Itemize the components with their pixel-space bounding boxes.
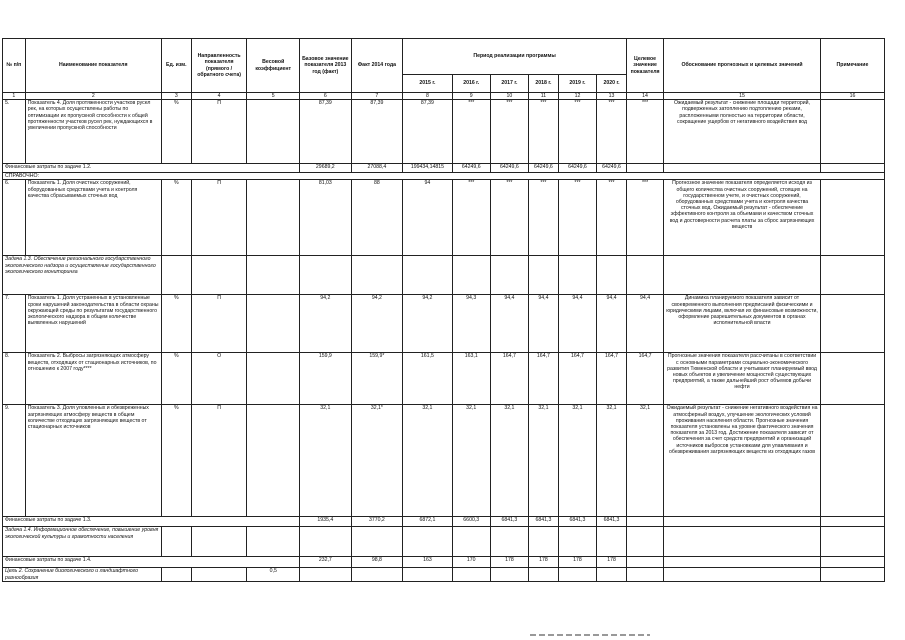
- target-value: 32,1: [627, 405, 664, 517]
- column-index: 11: [528, 93, 558, 100]
- target-value: 94,4: [627, 295, 664, 353]
- empty-cell: [191, 256, 247, 295]
- column-index: 1: [3, 93, 26, 100]
- empty-cell: [627, 256, 664, 295]
- empty-cell: [558, 568, 596, 582]
- indicator-row: [3, 405, 885, 517]
- year-value: 6841,3: [597, 517, 627, 527]
- indicator-row: [3, 180, 885, 256]
- year-header: 2015 г.: [403, 75, 453, 93]
- empty-cell: [597, 256, 627, 295]
- indicator-name: Показатель 2. Выбросы загрязняющих атмосферу веществ, отходящих от стационарных источников, по отношению к 2007 году****: [25, 353, 161, 405]
- empty-cell: [528, 568, 558, 582]
- target-value: [627, 517, 664, 527]
- indicator-row: [3, 100, 885, 164]
- unit-cell: %: [161, 295, 191, 353]
- year-value: 32,1: [597, 405, 627, 517]
- task-row: [3, 256, 885, 295]
- year-value: ***: [558, 100, 596, 164]
- justification-text: Динамика планируемого показателя зависит от своевременного выполнения предписаний физическими и юридическими лицами, включая их финансовые возможности, оформление разрешительных документов в органах исполнительной власти: [664, 295, 821, 353]
- unit-cell: %: [161, 405, 191, 517]
- empty-cell: [161, 527, 191, 557]
- year-value: 64249,6: [452, 164, 490, 173]
- empty-cell: [820, 527, 884, 557]
- col-no-header: № п/п: [3, 39, 26, 93]
- fin-row: [3, 557, 885, 568]
- empty-cell: [452, 256, 490, 295]
- year-value: 32,1: [558, 405, 596, 517]
- justification-text: [664, 557, 821, 568]
- empty-cell: [664, 256, 821, 295]
- justification-text: Прогнозные значения показателя рассчитаны в соответствии с основными параметрами социально-экономического развития Тюменской области и учитывают планируемый ввод новых объектов и увеличение мощностей существующих предприятий, а также дальнейший рост объемов добычи нефти: [664, 353, 821, 405]
- empty-cell: [247, 256, 300, 295]
- row-number: 6.: [3, 180, 26, 256]
- year-value: ***: [490, 100, 528, 164]
- empty-cell: [300, 256, 352, 295]
- empty-cell: [490, 527, 528, 557]
- empty-cell: [820, 568, 884, 582]
- empty-cell: [403, 527, 453, 557]
- column-index: 7: [351, 93, 403, 100]
- task-title: Задача 1.4. Информационное обеспечение, повышение уровня экологической культуры и грамотности населения: [3, 527, 162, 557]
- empty-cell: [452, 568, 490, 582]
- empty-cell: [558, 256, 596, 295]
- year-value: 32,1: [452, 405, 490, 517]
- empty-cell: [351, 527, 403, 557]
- column-index: 6: [300, 93, 352, 100]
- weight-cell: [247, 180, 300, 256]
- col-base-header: Базовое значение показателя 2013 год (факт): [300, 39, 352, 93]
- empty-cell: [191, 527, 247, 557]
- year-value: 6872,1: [403, 517, 453, 527]
- column-index: 16: [820, 93, 884, 100]
- goal-row: [3, 568, 885, 582]
- year-value: 163,1: [452, 353, 490, 405]
- weight-cell: [247, 100, 300, 164]
- year-header: 2017 г.: [490, 75, 528, 93]
- column-index-row: [3, 93, 885, 100]
- year-header: 2018 г.: [528, 75, 558, 93]
- financing-label: Финансовые затраты по задаче 1.4.: [3, 557, 300, 568]
- year-value: ***: [558, 180, 596, 256]
- row-number: 7.: [3, 295, 26, 353]
- note-cell: [820, 164, 884, 173]
- empty-cell: [300, 568, 352, 582]
- empty-cell: [490, 256, 528, 295]
- direction-cell: П: [191, 295, 247, 353]
- note-cell: [820, 405, 884, 517]
- weight-cell: 0,5: [247, 568, 300, 582]
- fin-row: [3, 517, 885, 527]
- year-value: 164,7: [597, 353, 627, 405]
- base-value: 232,7: [300, 557, 352, 568]
- empty-cell: [351, 256, 403, 295]
- weight-cell: [247, 405, 300, 517]
- column-index: 4: [191, 93, 247, 100]
- base-value: 94,2: [300, 295, 352, 353]
- year-value: 178: [490, 557, 528, 568]
- year-value: 163: [403, 557, 453, 568]
- year-value: 32,1: [528, 405, 558, 517]
- empty-cell: [351, 568, 403, 582]
- direction-cell: О: [191, 353, 247, 405]
- year-header: 2019 г.: [558, 75, 596, 93]
- column-index: 2: [25, 93, 161, 100]
- year-value: 87,39: [403, 100, 453, 164]
- empty-cell: [627, 527, 664, 557]
- year-value: ***: [597, 180, 627, 256]
- empty-cell: [627, 568, 664, 582]
- reference-label: СПРАВОЧНО:: [3, 173, 885, 180]
- empty-cell: [452, 527, 490, 557]
- year-value: ***: [597, 100, 627, 164]
- empty-cell: [558, 527, 596, 557]
- justification-text: [664, 164, 821, 173]
- col-direction-header: Направленность показателя (прямого / обратного счета): [191, 39, 247, 93]
- note-cell: [820, 295, 884, 353]
- empty-cell: [403, 256, 453, 295]
- empty-cell: [597, 527, 627, 557]
- empty-cell: [247, 527, 300, 557]
- weight-cell: [247, 353, 300, 405]
- fact-value: 88: [351, 180, 403, 256]
- year-value: 6600,3: [452, 517, 490, 527]
- year-value: 32,1: [490, 405, 528, 517]
- indicator-name: Показатель 4. Доля протяженности участков русел рек, на которых осуществлены работы по оптимизации их пропускной способности к общей протяженности участков русел рек, нуждающихся в увеличении пропускной способности: [25, 100, 161, 164]
- note-cell: [820, 100, 884, 164]
- column-index: 9: [452, 93, 490, 100]
- empty-cell: [597, 568, 627, 582]
- base-value: 81,03: [300, 180, 352, 256]
- goal-title: Цель 2. Сохранение биологического и ландшафтного разнообразия: [3, 568, 162, 582]
- column-index: 13: [597, 93, 627, 100]
- col-target-header: Целевое значение показателя: [627, 39, 664, 93]
- unit-cell: %: [161, 353, 191, 405]
- year-value: 64249,6: [597, 164, 627, 173]
- empty-cell: [490, 568, 528, 582]
- fact-value: 27088,4: [351, 164, 403, 173]
- unit-cell: %: [161, 100, 191, 164]
- column-index: 8: [403, 93, 453, 100]
- base-value: 159,9: [300, 353, 352, 405]
- col-period-header: Период реализации программы: [403, 39, 627, 75]
- note-cell: [820, 557, 884, 568]
- year-value: 6841,3: [558, 517, 596, 527]
- column-index: 12: [558, 93, 596, 100]
- column-index: 14: [627, 93, 664, 100]
- year-value: ***: [528, 100, 558, 164]
- empty-cell: [528, 527, 558, 557]
- row-number: 9.: [3, 405, 26, 517]
- weight-cell: [247, 295, 300, 353]
- column-index: 10: [490, 93, 528, 100]
- year-value: 178: [597, 557, 627, 568]
- column-index: 3: [161, 93, 191, 100]
- note-cell: [820, 517, 884, 527]
- target-value: 164,7: [627, 353, 664, 405]
- empty-cell: [191, 568, 247, 582]
- col-reason-header: Обоснование прогнозных и целевых значений: [664, 39, 821, 93]
- indicator-name: Показатель 1. Доля устраненных в установленные сроки нарушений законодательства в области охраны окружающей среды по результатам государственного экологического надзора в общем количестве выявленных нарушений: [25, 295, 161, 353]
- year-value: 94,2: [403, 295, 453, 353]
- base-value: 87,39: [300, 100, 352, 164]
- task-row: [3, 527, 885, 557]
- year-value: 94,4: [490, 295, 528, 353]
- year-value: ***: [490, 180, 528, 256]
- direction-cell: П: [191, 405, 247, 517]
- indicators-table: [2, 38, 885, 582]
- scan-artifact: [530, 634, 650, 636]
- unit-cell: %: [161, 180, 191, 256]
- row-number: 8.: [3, 353, 26, 405]
- year-value: 6841,3: [528, 517, 558, 527]
- target-value: [627, 557, 664, 568]
- year-header: 2016 г.: [452, 75, 490, 93]
- financing-label: Финансовые затраты по задаче 1.2.: [3, 164, 300, 173]
- justification-text: Прогнозное значение показателя определяется исходя из общего количества очистных сооружений, стоящих на государственном учете, и очистных сооружений, оборудованных средствами учета и контроля качества сточных вод. Ожидаемый результат - обеспечение эффективного контроля за объемами и качеством сточных вод и достоверности расчета платы за сброс загрязняющих веществ: [664, 180, 821, 256]
- task-title: Задача 1.3. Обеспечение регионального государственного экологического надзора и осуществление государственного экологического мониторинга: [3, 256, 162, 295]
- fact-value: 87,39: [351, 100, 403, 164]
- year-value: 64249,6: [490, 164, 528, 173]
- base-value: 29689,2: [300, 164, 352, 173]
- direction-cell: П: [191, 100, 247, 164]
- year-value: 170: [452, 557, 490, 568]
- fact-value: 159,9*: [351, 353, 403, 405]
- empty-cell: [403, 568, 453, 582]
- year-value: 6841,3: [490, 517, 528, 527]
- empty-cell: [820, 256, 884, 295]
- col-note-header: Примечание: [820, 39, 884, 93]
- justification-text: Ожидаемый результат - снижение площади территорий, подверженных затоплению подтоплению реками, распложенными полностью на территории области, сокращение ущербов от негативного воздействия вод: [664, 100, 821, 164]
- column-index: 15: [664, 93, 821, 100]
- fact-value: 98,8: [351, 557, 403, 568]
- base-value: 32,1: [300, 405, 352, 517]
- indicator-row: [3, 295, 885, 353]
- direction-cell: П: [191, 180, 247, 256]
- empty-cell: [161, 568, 191, 582]
- target-value: ***: [627, 180, 664, 256]
- label-row: [3, 173, 885, 180]
- year-value: 94,4: [558, 295, 596, 353]
- col-weight-header: Весовой коэффициент: [247, 39, 300, 93]
- financing-label: Финансовые затраты по задаче 1.3.: [3, 517, 300, 527]
- year-value: 32,1: [403, 405, 453, 517]
- year-value: 164,7: [490, 353, 528, 405]
- empty-cell: [664, 527, 821, 557]
- empty-cell: [161, 256, 191, 295]
- col-fact-header: Факт 2014 года: [351, 39, 403, 93]
- fact-value: 32,1*: [351, 405, 403, 517]
- year-value: 164,7: [528, 353, 558, 405]
- year-value: 94,4: [528, 295, 558, 353]
- year-header: 2020 г.: [597, 75, 627, 93]
- year-value: 178: [558, 557, 596, 568]
- empty-cell: [300, 527, 352, 557]
- year-value: 94: [403, 180, 453, 256]
- year-value: 64249,6: [558, 164, 596, 173]
- fin-row: [3, 164, 885, 173]
- note-cell: [820, 180, 884, 256]
- col-unit-header: Ед. изм.: [161, 39, 191, 93]
- indicator-row: [3, 353, 885, 405]
- table-body: [3, 100, 885, 582]
- empty-cell: [528, 256, 558, 295]
- note-cell: [820, 353, 884, 405]
- year-value: 161,5: [403, 353, 453, 405]
- indicator-name: Показатель 3. Доля уловленных и обезвреженных загрязняющих атмосферу веществ в общем количестве отходящих загрязняющих веществ от стационарных источников: [25, 405, 161, 517]
- justification-text: [664, 517, 821, 527]
- row-number: 5.: [3, 100, 26, 164]
- year-value: ***: [452, 180, 490, 256]
- empty-cell: [664, 568, 821, 582]
- column-index: 5: [247, 93, 300, 100]
- fact-value: 3770,2: [351, 517, 403, 527]
- fact-value: 94,2: [351, 295, 403, 353]
- year-value: 178: [528, 557, 558, 568]
- year-value: 164,7: [558, 353, 596, 405]
- justification-text: Ожидаемый результат - снижение негативного воздействия на атмосферный воздух, улучшение экологических условий проживания населения области. Прогнозные значения показателя установлены на уровне фактического значения показателя за 2013 год. Достижение показателя зависит от обеспечения за счет средств предприятий и организаций источников выбросов установками для улавливания и обезвреживания загрязняющих веществ из отходящих газов: [664, 405, 821, 517]
- col-name-header: Наименование показателя: [25, 39, 161, 93]
- target-value: ***: [627, 100, 664, 164]
- year-value: 94,4: [597, 295, 627, 353]
- indicator-name: Показатель 1. Доля очистных сооружений, оборудованных средствами учета и контроля качества сбрасываемых сточных вод: [25, 180, 161, 256]
- year-value: ***: [452, 100, 490, 164]
- year-value: ***: [528, 180, 558, 256]
- header-row: [3, 39, 885, 75]
- year-value: 94,3: [452, 295, 490, 353]
- target-value: [627, 164, 664, 173]
- year-value: 199434,14815: [403, 164, 453, 173]
- year-value: 64249,6: [528, 164, 558, 173]
- base-value: 1935,4: [300, 517, 352, 527]
